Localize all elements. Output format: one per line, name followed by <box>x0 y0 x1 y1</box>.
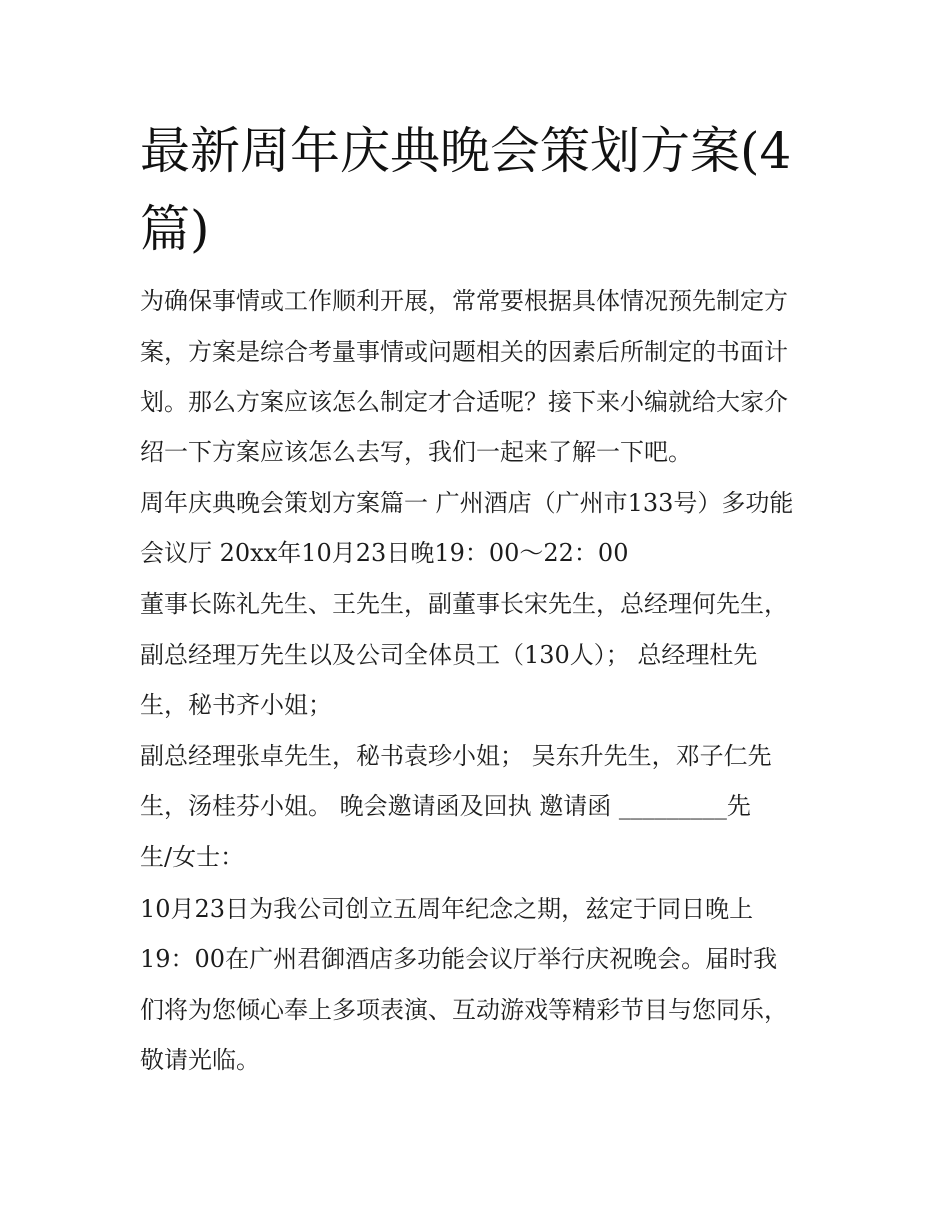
body-line: 董事长陈礼先生、王先生，副董事长宋先生，总经理何先生， <box>140 590 788 618</box>
body-line: 绍一下方案应该怎么去写，我们一起来了解一下吧。 <box>140 438 692 466</box>
body-line: 生，汤桂芬小姐。 晚会邀请函及回执 邀请函 _________先 <box>140 792 751 820</box>
body-line: 会议厅 20xx年10月23日晚19：00～22：00 <box>140 539 629 567</box>
body-line: 10月23日为我公司创立五周年纪念之期，兹定于同日晚上 <box>140 895 754 923</box>
body-line: 敬请光临。 <box>140 1046 260 1074</box>
body-line: 生，秘书齐小姐； <box>140 691 332 719</box>
body-line: 19：00在广州君御酒店多功能会议厅举行庆祝晚会。届时我 <box>140 945 778 973</box>
body-line: 副总经理万先生以及公司全体员工（130人）； 总经理杜先 <box>140 641 758 669</box>
document-title: 最新周年庆典晚会策划方案(4篇) <box>140 122 792 258</box>
body-line: 周年庆典晚会策划方案篇一 广州酒店（广州市133号）多功能 <box>140 489 794 517</box>
body-line: 生/女士： <box>140 843 245 871</box>
body-line: 为确保事情或工作顺利开展，常常要根据具体情况预先制定方 <box>140 287 788 315</box>
body-line: 们将为您倾心奉上多项表演、互动游戏等精彩节目与您同乐， <box>140 996 788 1024</box>
body-line: 副总经理张卓先生，秘书袁珍小姐； 吴东升先生，邓子仁先 <box>140 742 772 770</box>
body-line: 划。那么方案应该怎么制定才合适呢？接下来小编就给大家介 <box>140 388 788 416</box>
body-line: 案，方案是综合考量事情或问题相关的因素后所制定的书面计 <box>140 338 788 366</box>
